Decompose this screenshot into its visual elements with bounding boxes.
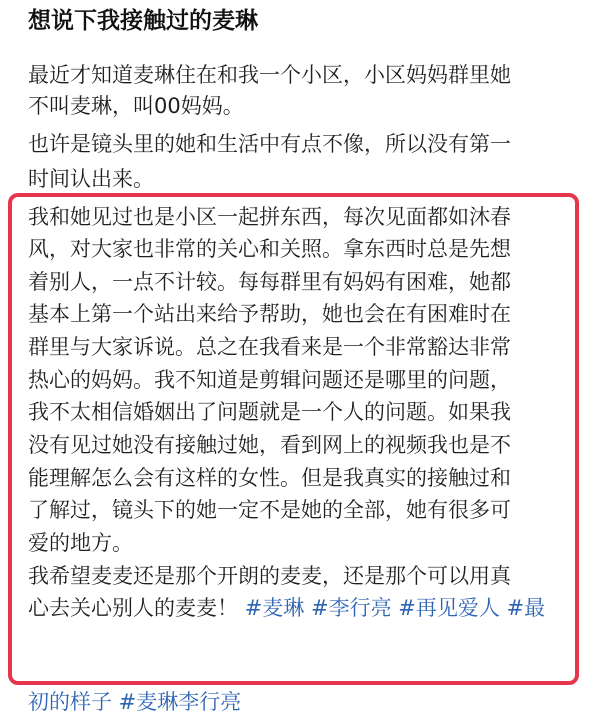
hashtag-link[interactable]: #再见爱人 <box>398 596 500 620</box>
post-text-line: 最近才知道麦琳住在和我一个小区，小区妈妈群里她 <box>28 63 511 87</box>
post-text-line: 我希望麦麦还是那个开朗的麦麦，还是那个可以用真 <box>28 564 511 588</box>
post-text-line: 时间认出来。 <box>28 167 154 191</box>
post-text-line: 我不太相信婚姻出了问题就是一个人的问题。如果我 <box>28 400 511 424</box>
post-text-line: 基本上第一个站出来给予帮助，她也会在有困难时在 <box>28 302 511 326</box>
post-text-line: 不叫麦琳，叫00妈妈。 <box>28 94 244 118</box>
post-text-line: 了解过，镜头下的她一定不是她的全部，她有很多可 <box>28 498 511 522</box>
post-text-line: 没有见过她没有接触过她，看到网上的视频我也是不 <box>28 433 511 457</box>
red-highlight-box <box>8 193 579 685</box>
post-title: 想说下我接触过的麦琳 <box>28 8 258 34</box>
post-text-line: 我和她见过也是小区一起拼东西，每次见面都如沐春 <box>28 205 511 229</box>
post-text-fragment: 心去关心别人的麦麦！ <box>28 596 238 620</box>
post-text-line: 着别人，一点不计较。每每群里有妈妈有困难，她都 <box>28 270 511 294</box>
post-text-line: 热心的妈妈。我不知道是剪辑问题还是哪里的问题， <box>28 368 511 392</box>
hashtag-link[interactable]: #李行亮 <box>310 596 392 620</box>
hashtag-link[interactable]: #麦琳 <box>244 596 305 620</box>
hashtag-link-overflow[interactable]: 初的样子 #麦琳李行亮 <box>28 690 242 714</box>
post-text-line: 能理解怎么会有这样的女性。但是我真实的接触过和 <box>28 466 511 490</box>
post-text-line: 也许是镜头里的她和生活中有点不像，所以没有第一 <box>28 132 511 156</box>
post-text-line: 风，对大家也非常的关心和关照。拿东西时总是先想 <box>28 237 511 261</box>
post-text-line: 爱的地方。 <box>28 531 133 555</box>
hashtag-link[interactable]: #最 <box>506 596 546 620</box>
post-text-line: 群里与大家诉说。总之在我看来是一个非常豁达非常 <box>28 335 511 359</box>
